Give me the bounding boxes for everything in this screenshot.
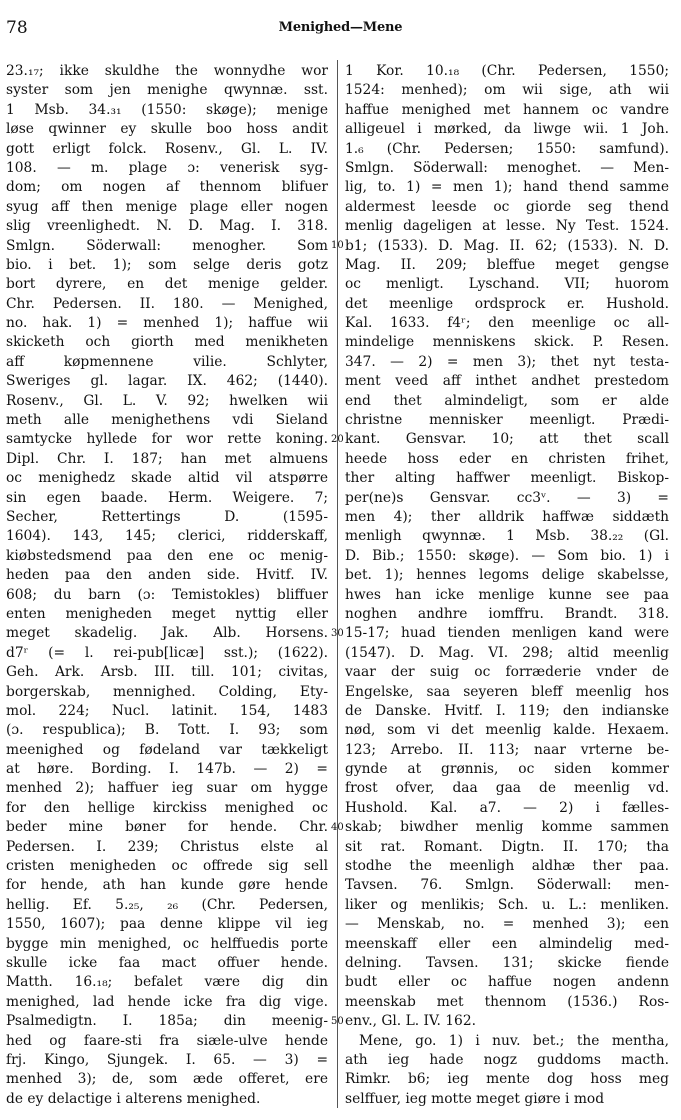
text-line: frj. Kingo, Sjungek. I. 65. — 3) = (6, 1051, 328, 1068)
text-line: aff køpmennene vilie. Schlyter, (6, 353, 328, 370)
text-line: at høre. Bording. I. 147b. — 2) = (6, 761, 328, 778)
text-line: Psalmedigtn. I. 185a; din meenig- (6, 1013, 328, 1030)
text-line: ther alting haffwer meenligt. Biskop- (345, 470, 669, 487)
text-line: lig, to. 1) = men 1); hand thend samme (345, 179, 669, 196)
text-line: bet. 1); hennes legoms delige skabelsse, (345, 567, 669, 584)
text-line: per(ne)s Gensvar. cc3ᵛ. — 3) = (345, 489, 669, 506)
text-line: menligh qwynnæ. 1 Msb. 38.₂₂ (Gl. (345, 528, 669, 545)
left-column (6, 62, 328, 1109)
text-line: menhed 3); de, som æde offeret, ere (6, 1071, 328, 1088)
text-line: meenskab met thennom (1536.) Ros- (345, 993, 669, 1010)
text-line: hed og faare-sti fra siæle-ulve hende (6, 1032, 328, 1049)
text-line: noghen andhre iomffru. Brandt. 318. (345, 605, 669, 622)
text-line: gott erligt folck. Rosenv., Gl. L. IV. (6, 140, 328, 157)
text-line: samtycke hyllede for wor rette koning. (6, 431, 328, 448)
text-line: ath ieg hade nogz guddoms macth. (345, 1051, 669, 1068)
text-line: selffuer, ieg motte meget giøre i mod (345, 1090, 605, 1107)
text-line: oc menligt. Lyschand. VII; huorom (345, 276, 669, 293)
text-line: 1524: menhed); om wii sige, ath wii (345, 82, 669, 99)
text-line: heede hoss eder en christen frihet, (345, 450, 669, 467)
text-line: meenskaff eller een almindelig med- (345, 935, 669, 952)
text-line: liker og menlikis; Sch. u. L.: menliken. (345, 896, 669, 913)
text-line: 108. — m. plage ɔ: venerisk syg- (6, 159, 328, 176)
text-line: syug aff then menige plage eller nogen (6, 198, 328, 215)
text-line: for hende, ath han kunde gøre hende (6, 877, 328, 894)
text-line: Mag. II. 209; bleffue meget gengse (345, 256, 669, 273)
text-line: dom; om nogen af thennom blifuer (6, 179, 328, 196)
text-line: Dipl. Chr. I. 187; han met almuens (6, 450, 328, 467)
text-line: enten menigheden meget nyttig eller (6, 605, 328, 622)
text-line: 608; du barn (ɔ: Temistokles) bliffuer (6, 586, 328, 603)
text-line: d7ʳ (= l. rei-pub[licæ] sst.); (1622). (6, 644, 328, 661)
text-line: haffue menighed met hannem oc vandre (345, 101, 669, 118)
text-line: sit rat. Romant. Digtn. II. 170; tha (345, 838, 669, 855)
text-line: skab; biwdher menlig komme sammen (345, 819, 669, 836)
text-line: 123; Arrebo. II. 113; naar vrterne be- (345, 741, 669, 758)
text-line: budt eller oc haffue nogen andenn (345, 974, 669, 991)
text-line: 1550, 1607); paa denne klippe vil ieg (6, 916, 328, 933)
text-line: bort dyrere, en det menige gelder. (6, 276, 328, 293)
text-line: Pedersen. I. 239; Christus elste al (6, 838, 328, 855)
text-line: borgerskab, mennighed. Colding, Ety- (6, 683, 328, 700)
text-line: meget skadelig. Jak. Alb. Horsens. (6, 625, 328, 642)
margin-line-number: 30 (331, 627, 344, 639)
text-line: løse qwinner ey skulle boo hoss andit (6, 121, 328, 138)
text-line: 23.₁₇; ikke skuldhe the wonnydhe wor (6, 63, 328, 79)
text-line: Smlgn. Söderwall: menoghet. — Men- (345, 159, 669, 176)
page-number: 78 (6, 18, 28, 38)
text-line: beder mine bøner for hende. Chr. (6, 819, 328, 836)
text-line: Smlgn. Söderwall: menogher. Som (6, 237, 328, 254)
margin-line-number: 10 (331, 239, 344, 251)
text-line: Engelske, saa seyeren bleff meenlig hos (345, 683, 669, 700)
running-head: Menighed—Mene (278, 20, 403, 35)
text-line: 1 Msb. 34.₃₁ (1550: skøge); menige (6, 101, 328, 118)
text-line: de ey delactige i alterens menighed. (6, 1090, 261, 1107)
text-line: cristen menigheden oc offrede sig sell (6, 858, 328, 875)
margin-line-number: 40 (331, 821, 344, 833)
text-line: meth alle menighethens vdi Sieland (6, 412, 328, 429)
page-header (0, 0, 681, 40)
text-line: mindelige menniskens skick. P. Resen. (345, 334, 669, 351)
text-line: slig vreenlighedt. N. D. Mag. I. 318. (6, 218, 328, 235)
text-line: Matth. 16.₁₈; befalet være dig din (6, 974, 328, 991)
text-line: Kal. 1633. f4ʳ; den meenlige oc all- (345, 315, 669, 332)
text-line: de Danske. Hvitf. I. 119; den indianske (345, 702, 669, 719)
text-line: Geh. Ark. Arsb. III. till. 101; civitas, (6, 664, 328, 681)
text-line: skulle icke faa mact offuer hende. (6, 954, 328, 971)
text-line: meenighed og fødeland var tækkeligt (6, 741, 328, 758)
text-line: kiøbstedsmend paa den ene oc menig- (6, 547, 328, 564)
text-line: delning. Tavsen. 131; skicke fiende (345, 954, 669, 971)
text-line: D. Bib.; 1550: skøge). — Som bio. 1) i (345, 547, 669, 564)
text-line: hwes han icke menlige kunne see paa (345, 586, 669, 603)
text-line: nød, som vi det meenlig kalde. Hexaem. (345, 722, 669, 739)
text-line: 1 Kor. 10.₁₈ (Chr. Pedersen, 1550; (345, 63, 669, 79)
text-line: ment veed aff inthet andhet prestedom (345, 373, 669, 390)
text-line: Secher, Rettertings D. (1595- (6, 508, 328, 525)
text-line: Sweriges gl. lagar. IX. 462; (1440). (6, 373, 328, 390)
text-line: end thet almindeligt, som er alde (345, 392, 669, 409)
text-line: bygge min menighed, oc helffuedis porte (6, 935, 328, 952)
column-divider (337, 60, 338, 1108)
text-line: for den hellige kirckiss menighed oc (6, 799, 328, 816)
text-line: oc menighedz skade altid vil atspørre (6, 470, 328, 487)
text-line: Hushold. Kal. a7. — 2) i fælles- (345, 799, 669, 816)
text-line: Chr. Pedersen. II. 180. — Menighed, (6, 295, 328, 312)
text-line: — Menskab, no. = menhed 3); een (345, 916, 669, 933)
text-line: sin egen baade. Herm. Weigere. 7; (6, 489, 328, 506)
text-line: (ɔ. respublica); B. Tott. I. 93; som (6, 722, 328, 739)
text-line: mol. 224; Nucl. latinit. 154, 1483 (6, 702, 328, 719)
text-line: heden paa den anden side. Hvitf. IV. (6, 567, 328, 584)
text-line: stodhe the meenligh aldhæ ther paa. (345, 858, 669, 875)
right-column (345, 62, 669, 1109)
text-line: christne mennisker meenligt. Prædi- (345, 412, 669, 429)
text-line: vaar der suig oc forræderie vnder de (345, 664, 669, 681)
text-line: Rosenv., Gl. L. V. 92; hwelken wii (6, 392, 328, 409)
text-line: 1604). 143, 145; clerici, ridderskaff, (6, 528, 328, 545)
text-line: alligeuel i mørked, da liwge wii. 1 Joh. (345, 121, 669, 138)
text-line: menhed 2); haffuer ieg suar om hygge (6, 780, 328, 797)
text-line: det meenlige ordsprock er. Hushold. (345, 295, 669, 312)
text-line: bio. i bet. 1); som selge deris gotz (6, 256, 328, 273)
text-line: (1547). D. Mag. VI. 298; altid meenlig (345, 644, 669, 661)
text-line: menighed, lad hende icke fra dig vige. (6, 993, 328, 1010)
text-line: 1.₆ (Chr. Pedersen; 1550: samfund). (345, 140, 669, 157)
text-line: hellig. Ef. 5.₂₅, ₂₆ (Chr. Pedersen, (6, 896, 328, 913)
text-line: Mene, go. 1) i nuv. bet.; the mentha, (359, 1032, 669, 1049)
text-line: gynde at grønnis, oc siden kommer (345, 761, 669, 778)
text-line: skicketh och giorth med menikheten (6, 334, 328, 351)
text-line: men 4); ther alldrik haffwæ siddæth (345, 508, 669, 525)
text-line: Rimkr. b6; ieg mente dog hoss meg (345, 1071, 669, 1088)
text-line: syster som jen menighe qwynnæ. sst. (6, 82, 328, 99)
text-line: 15-17; huad tienden menligen kand were (345, 625, 669, 642)
text-line: 347. — 2) = men 3); thet nyt testa- (345, 353, 669, 370)
text-line: env., Gl. L. IV. 162. (345, 1013, 476, 1030)
margin-line-number: 20 (331, 433, 344, 445)
text-line: b1; (1533). D. Mag. II. 62; (1533). N. D. (345, 237, 669, 254)
text-line: Tavsen. 76. Smlgn. Söderwall: men- (345, 877, 669, 894)
margin-line-number: 50 (331, 1015, 344, 1027)
text-line: menlig dageligen at lesse. Ny Test. 1524. (345, 218, 669, 235)
text-line: frost ofver, daa gaa de meenlig vd. (345, 780, 669, 797)
text-line: kant. Gensvar. 10; att thet scall (345, 431, 669, 448)
text-line: no. hak. 1) = menhed 1); haffue wii (6, 315, 328, 332)
text-line: aldermest leesde oc giorde seg thend (345, 198, 669, 215)
